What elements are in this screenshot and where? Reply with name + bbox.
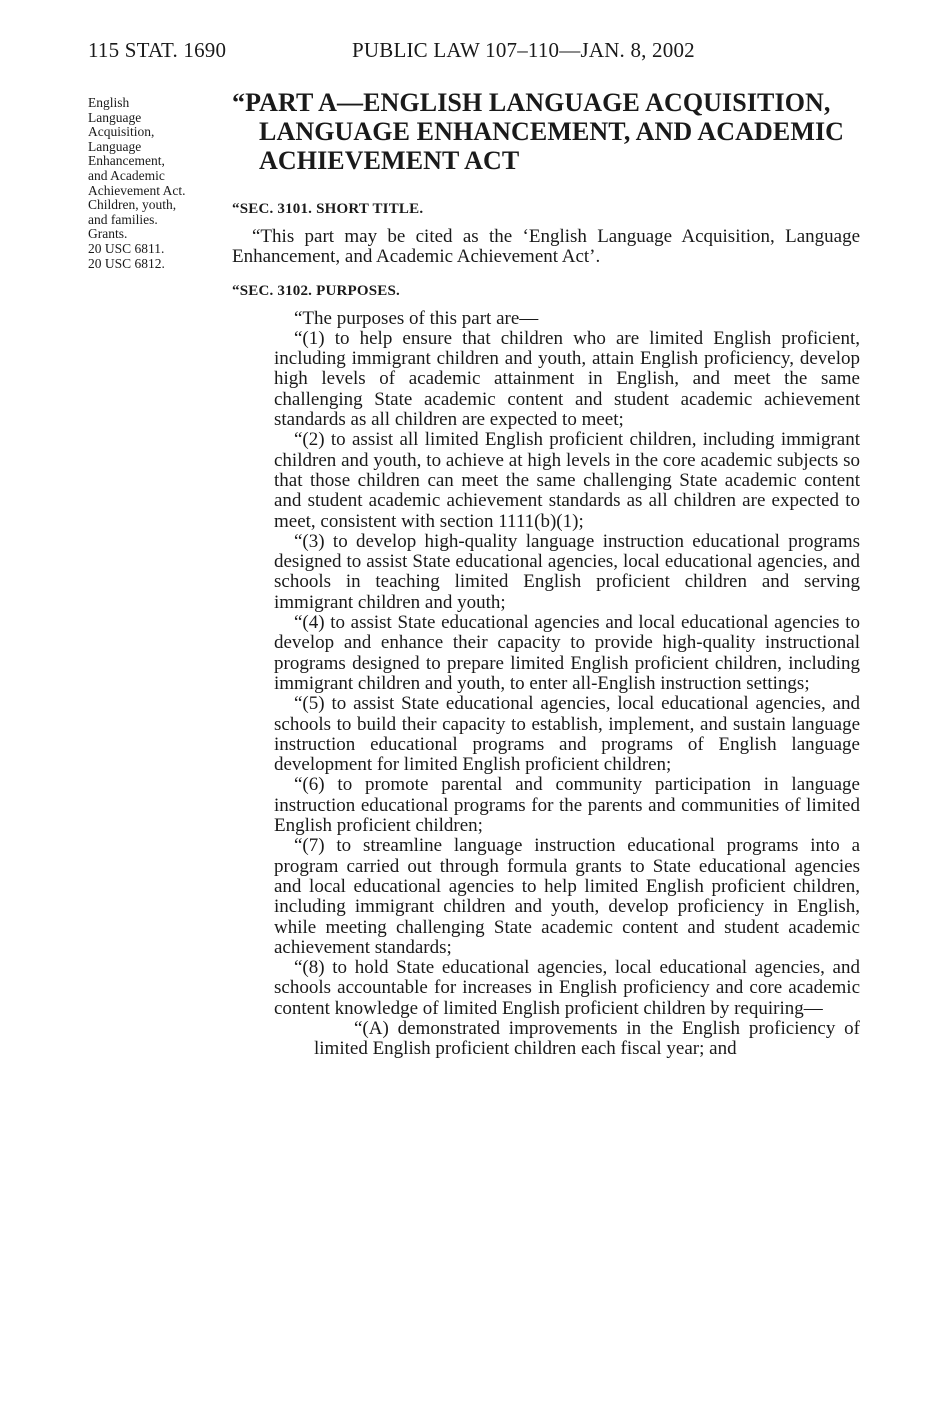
margin-note: Enhancement, — [88, 153, 165, 169]
page-header — [88, 38, 900, 68]
margin-note: Language — [88, 138, 142, 154]
margin-note: Achievement Act. — [88, 182, 186, 198]
purpose-item: “(8) to hold State educational agencies, local educational agencies, and schools accountable for increases in English proficiency and core academic content knowledge of limited English proficient children by requiring— — [274, 957, 860, 1019]
margin-note: Grants. — [88, 226, 128, 242]
margin-note: 20 USC 6812. — [88, 255, 165, 271]
purpose-item: “(4) to assist State educational agencies and local educational agencies to develop and enhance their capacity to provide high-quality instructional programs designed to prepare limited English proficient children, including immigrant children and youth, to enter all-English instruction settings; — [274, 612, 860, 694]
section-3102-heading: “SEC. 3102. PURPOSES. — [232, 282, 400, 299]
margin-note: English — [88, 95, 130, 110]
section-3101-heading: “SEC. 3101. SHORT TITLE. — [232, 201, 424, 217]
margin-note: Children, youth, — [88, 197, 177, 213]
margin-note: Acquisition, — [88, 124, 155, 140]
purpose-item: “(5) to assist State educational agencies, local educational agencies, and schools to build their capacity to establish, implement, and sustain language instruction educational programs and programs of English language development for limited English proficient children; — [274, 693, 860, 776]
margin-note: 20 USC 6811. — [88, 240, 165, 256]
purpose-item: “(3) to develop high-quality language instruction educational programs designed to assist State educational agencies, local educational agencies, and schools in teaching limited English proficient children and serving immigrant children and youth; — [274, 530, 860, 613]
purpose-subitem-a: “(A) demonstrated improvements in the English proficiency of limited English proficient children each fiscal year; and — [314, 1017, 860, 1060]
public-law-citation: PUBLIC LAW 107–110—JAN. 8, 2002 — [352, 38, 695, 62]
purpose-item: “(1) to help ensure that children who are limited English proficient, including immigrant children and youth, attain English proficiency, develop high levels of academic attainment in English, and meet the same challenging State academic content and student academic achievement standards as all children are expected to meet; — [274, 327, 860, 431]
part-title: “PART A—ENGLISH LANGUAGE ACQUISITION, LANGUAGE ENHANCEMENT, AND ACADEMIC ACHIEVEMENT ACT — [232, 88, 845, 175]
purpose-item: “(7) to streamline language instruction educational programs into a program carried out through formula grants to State educational agencies and local educational agencies to help limited English proficient children, including immigrant children and youth, develop proficiency in English, while meeting challenging State academic content and student academic achievement standards; — [274, 835, 860, 958]
statute-page-number: 115 STAT. 1690 — [88, 38, 227, 62]
margin-note: and Academic — [88, 167, 165, 183]
short-title-text: “This part may be cited as the ‘English Language Acquisition, Language Enhancement, and Academic Achievement Act’. — [232, 226, 860, 268]
margin-note: and families. — [88, 211, 158, 227]
margin-note: Language — [88, 109, 142, 125]
purpose-item: “(2) to assist all limited English proficient children, including immigrant children and youth, to achieve at high levels in the core academic subjects so that those children can meet the same challenging State academic content and student academic achievement standards as all children are expected to meet, consistent with section 1111(b)(1); — [274, 429, 860, 532]
purposes-intro: “The purposes of this part are— — [294, 307, 539, 329]
main-text — [232, 88, 860, 1060]
purpose-item: “(6) to promote parental and community participation in language instruction educational programs for the parents and communities of limited English proficient children; — [274, 774, 860, 837]
purposes-block — [274, 309, 860, 1060]
margin-notes — [88, 96, 223, 271]
